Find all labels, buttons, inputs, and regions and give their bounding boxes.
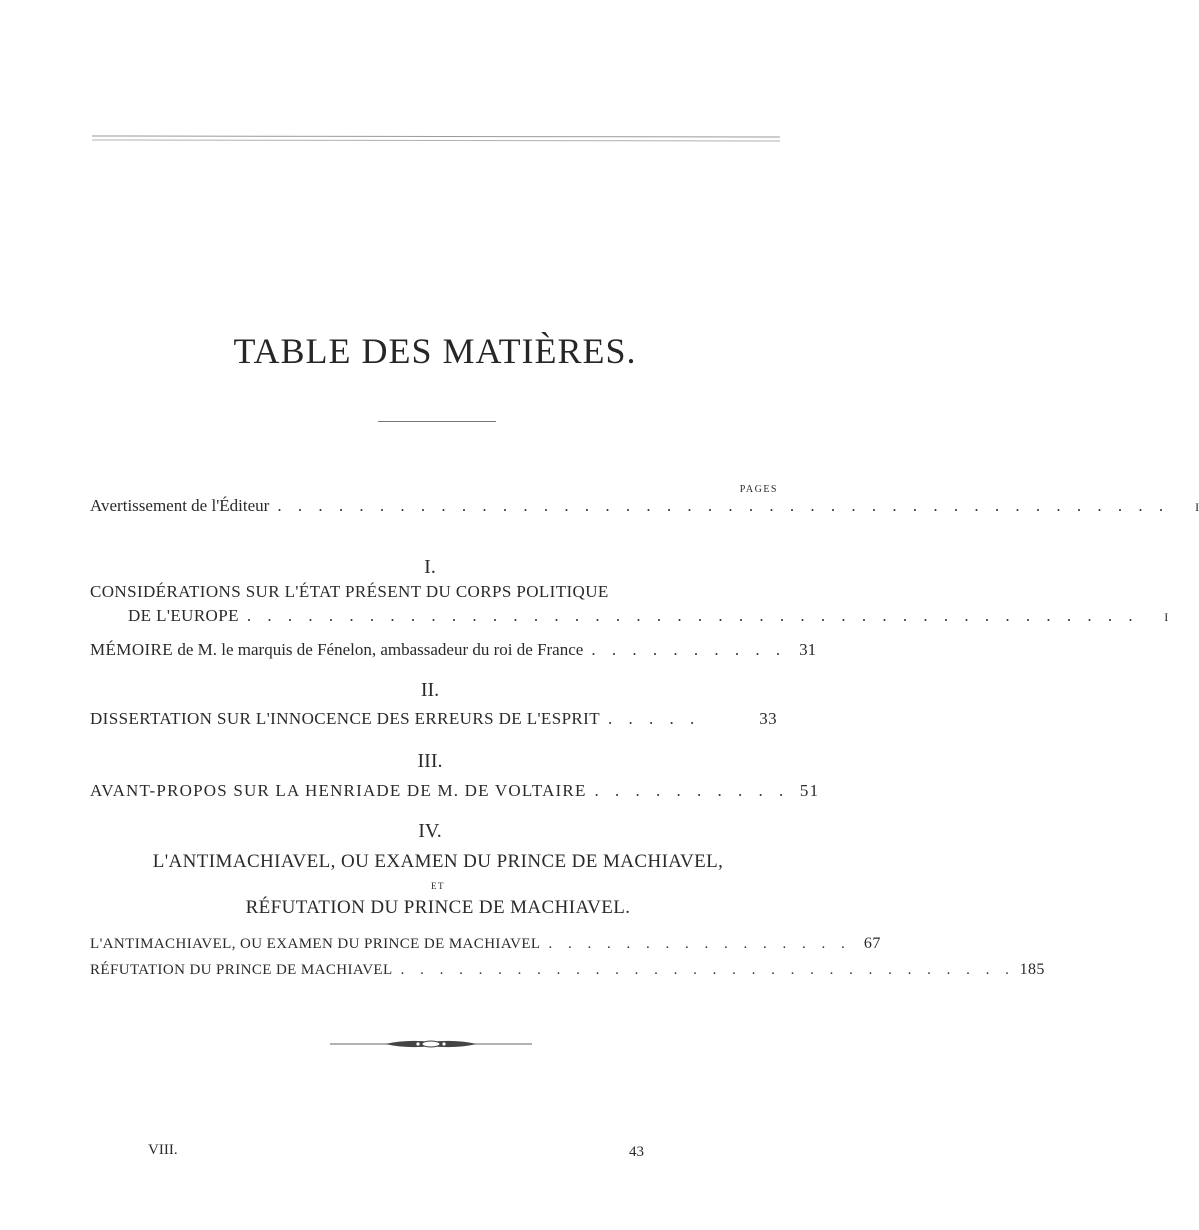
toc-page-number: 31 <box>799 640 817 659</box>
section-iv-heading-et: ET <box>431 881 445 891</box>
toc-page-number: 33 <box>759 709 777 728</box>
dot-leader: . . . . . . . . . . . . . . . . . . . . . . . . . . . . . . . . <box>400 962 1015 978</box>
dot-leader: . . . . . . . . . . . . . . . . <box>548 936 851 952</box>
section-numeral-ii: II. <box>420 679 440 701</box>
toc-entry-memoire[interactable] <box>90 640 817 660</box>
dot-leader: . . . . . . . . . . <box>594 781 790 800</box>
toc-entry-text <box>90 640 583 660</box>
toc-page-number: I <box>1195 500 1199 514</box>
section-iv-heading-line2: RÉFUTATION DU PRINCE DE MACHIAVEL. <box>245 897 631 918</box>
toc-entry-avant-propos[interactable] <box>90 781 820 801</box>
footer-signature: VIII. <box>148 1142 178 1158</box>
dot-leader: . . . . . . . . . . . . . . . . . . . . . . . . . . . . . . . . . . . . . . . . . . . . <box>277 496 1170 515</box>
section-iv-heading-line1: L'ANTIMACHIAVEL, OU EXAMEN DU PRINCE DE MACHIAVEL, <box>152 851 724 872</box>
pages-column-label: PAGES <box>739 484 778 495</box>
toc-page-number: I <box>1164 610 1169 624</box>
section-numeral-iii: III. <box>417 750 443 772</box>
memoire-text: de M. le marquis de Fénelon, ambassadeur du roi de France <box>173 640 584 659</box>
toc-page-number: 51 <box>799 781 820 800</box>
dot-leader: . . . . . . . . . . <box>591 640 787 659</box>
toc-page-number: 67 <box>863 935 881 952</box>
top-double-rule <box>92 134 780 143</box>
toc-entry-considerations-line2[interactable] <box>128 606 1169 626</box>
page-title: TABLE DES MATIÈRES. <box>233 331 637 371</box>
toc-entry-text: DISSERTATION SUR L'INNOCENCE DES ERREURS DE L'ESPRIT <box>90 709 601 728</box>
toc-entry-text: RÉFUTATION DU PRINCE DE MACHIAVEL <box>90 962 393 978</box>
footer-number: 43 <box>629 1144 644 1160</box>
toc-entry-refutation[interactable] <box>90 961 1045 979</box>
dot-leader: . . . . . <box>608 709 701 728</box>
toc-page-number: 185 <box>1019 961 1045 978</box>
toc-entry-text: L'ANTIMACHIAVEL, OU EXAMEN DU PRINCE DE MACHIAVEL <box>90 936 541 952</box>
title-divider <box>378 421 496 422</box>
toc-entry-considerations-line1[interactable]: CONSIDÉRATIONS SUR L'ÉTAT PRÉSENT DU CORPS POLITIQUE <box>90 582 609 601</box>
toc-entry-dissertation[interactable] <box>90 709 777 729</box>
toc-entry-avertissement[interactable] <box>90 496 1199 516</box>
ornament-divider <box>330 1037 532 1051</box>
toc-entry-text: DE L'EUROPE <box>128 606 239 625</box>
memoire-caps: MÉMOIRE <box>90 640 174 659</box>
section-numeral-i: I. <box>424 556 436 578</box>
toc-entry-text: AVANT-PROPOS SUR LA HENRIADE DE M. DE VOLTAIRE <box>90 781 587 800</box>
section-numeral-iv: IV. <box>418 820 442 842</box>
dot-leader: . . . . . . . . . . . . . . . . . . . . . . . . . . . . . . . . . . . . . . . . . . . . <box>246 606 1139 625</box>
toc-entry-antimachiavel[interactable] <box>90 935 881 953</box>
toc-entry-text: Avertissement de l'Éditeur <box>90 496 270 515</box>
